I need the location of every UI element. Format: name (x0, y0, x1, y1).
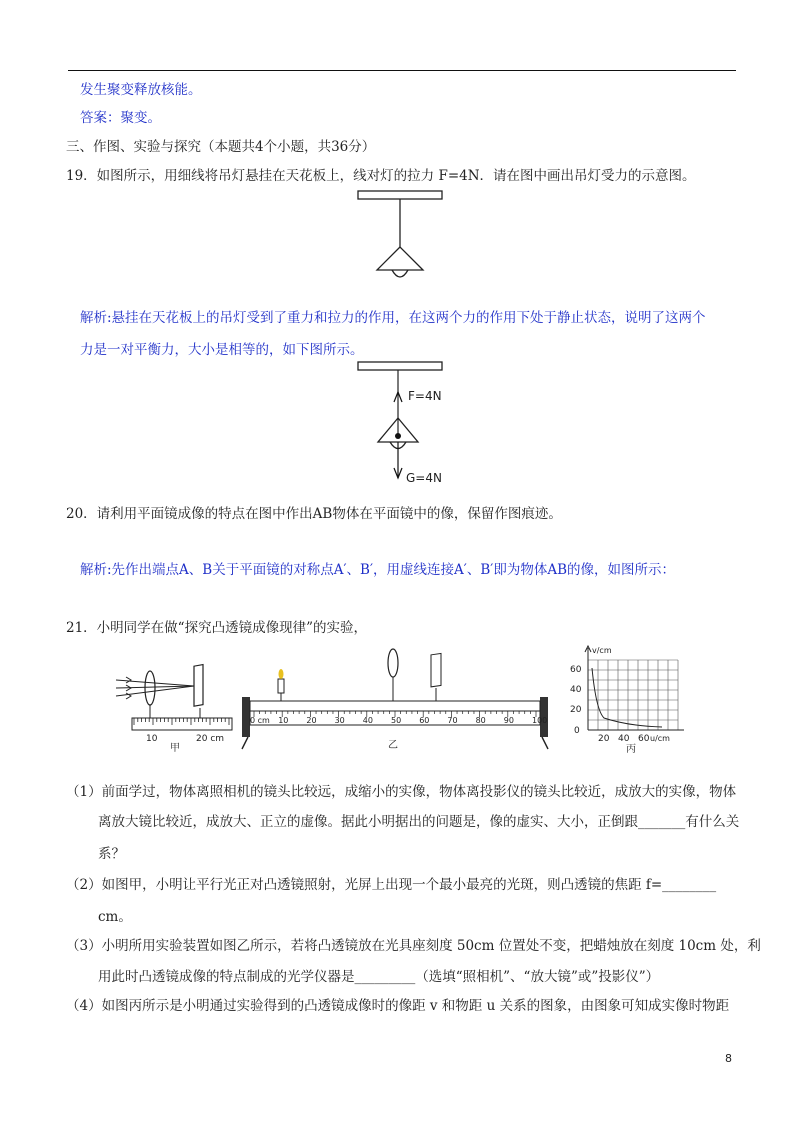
yi-tick-label: 100 (532, 716, 548, 725)
bing-ylabel: v/cm (592, 646, 612, 655)
bing-label: 丙 (626, 744, 636, 755)
q20-analysis: 解析:先作出端点A、B关于平面镜的对称点A′、B′，用虚线连接A′、B′即为物体AB的像，如图所示： (80, 562, 675, 578)
bing-xtick-60: 60 (638, 734, 650, 744)
figure-jia (110, 650, 235, 755)
force-diagram-figure (340, 358, 490, 490)
bing-xtick-40: 40 (618, 734, 630, 744)
yi-tick-label: 70 (447, 716, 458, 725)
section-title: 三、作图、实验与探究（本题共4个小题，共36分） (66, 139, 376, 155)
force-label-g: G=4N (406, 471, 442, 485)
question-20: 20．请利用平面镜成像的特点在图中作出AB物体在平面镜中的像，保留作图痕迹。 (66, 506, 562, 522)
yi-tick-label: 40 (362, 716, 373, 725)
q21-part2-a: （2）如图甲，小明让平行光正对凸透镜照射，光屏上出现一个最小最亮的光斑，则凸透镜的焦距 f=________ (66, 877, 717, 893)
yi-tick-label: 90 (503, 716, 514, 725)
prev-answer: 答案：聚变。 (80, 110, 161, 126)
bing-ytick-0: 0 (574, 726, 580, 736)
q21-part3-b: 用此时凸透镜成像的特点制成的光学仪器是_________（选填“照相机”、“放大镜”或”投影仪”） (98, 969, 660, 985)
yi-tick-label: 50 (391, 716, 402, 725)
yi-tick-label: 80 (475, 716, 486, 725)
bing-xtick-20: 20 (598, 734, 610, 744)
q21-part3-a: （3）小明所用实验装置如图乙所示，若将凸透镜放在光具座刻度 50cm 位置处不变，把蜡烛放在刻度 10cm 处，利 (66, 938, 761, 954)
q21-part4-a: （4）如图丙所示是小明通过实验得到的凸透镜成像时的像距 v 和物距 u 关系的图象，由图象可知成实像时物距 (66, 998, 730, 1014)
figure-bing (558, 640, 698, 758)
force-label-f: F=4N (408, 389, 442, 403)
q21-part1-a: （1）前面学过，物体离照相机的镜头比较远，成缩小的实像，物体离投影仪的镜头比较近，成放大的实像，物体 (66, 784, 737, 800)
bing-ytick-20: 20 (570, 705, 582, 715)
jia-label: 甲 (170, 743, 180, 754)
yi-tick-label: 30 (334, 716, 345, 725)
page-number: 8 (725, 1052, 732, 1065)
q21-part2-b: cm。 (98, 909, 132, 925)
yi-label: 乙 (388, 740, 398, 751)
jia-ruler-20cm: 20 cm (196, 734, 225, 744)
prev-answer-tail: 发生聚变释放核能。 (80, 82, 202, 98)
yi-tick-label: 10 (278, 716, 289, 725)
figure-yi (238, 645, 558, 755)
header-rule (68, 70, 736, 71)
yi-tick-label: 20 (306, 716, 317, 725)
bing-xlabel: u/cm (650, 734, 670, 743)
q19-analysis-2: 力是一对平衡力，大小是相等的，如下图所示。 (80, 342, 364, 358)
question-19: 19．如图所示，用细线将吊灯悬挂在天花板上，线对灯的拉力 F=4N．请在图中画出吊灯受力的示意图。 (66, 168, 696, 184)
q21-part1-b: 离放大镜比较近，成放大、正立的虚像。据此小明据出的问题是，像的虚实、大小，正倒跟_______有什么关 (98, 814, 740, 830)
hanging-lamp-figure (340, 185, 460, 285)
yi-tick-label: 60 (419, 716, 430, 725)
q21-part1-c: 系？ (98, 846, 125, 862)
bing-ytick-40: 40 (570, 685, 582, 695)
yi-tick-label: 0 cm (250, 716, 270, 725)
question-21: 21．小明同学在做“探究凸透镜成像现律”的实验， (66, 620, 367, 636)
q19-analysis-1: 解析:悬挂在天花板上的吊灯受到了重力和拉力的作用，在这两个力的作用下处于静止状态，说明了这两个 (80, 310, 706, 326)
bing-ytick-60: 60 (570, 665, 582, 675)
jia-ruler-10: 10 (146, 734, 158, 744)
